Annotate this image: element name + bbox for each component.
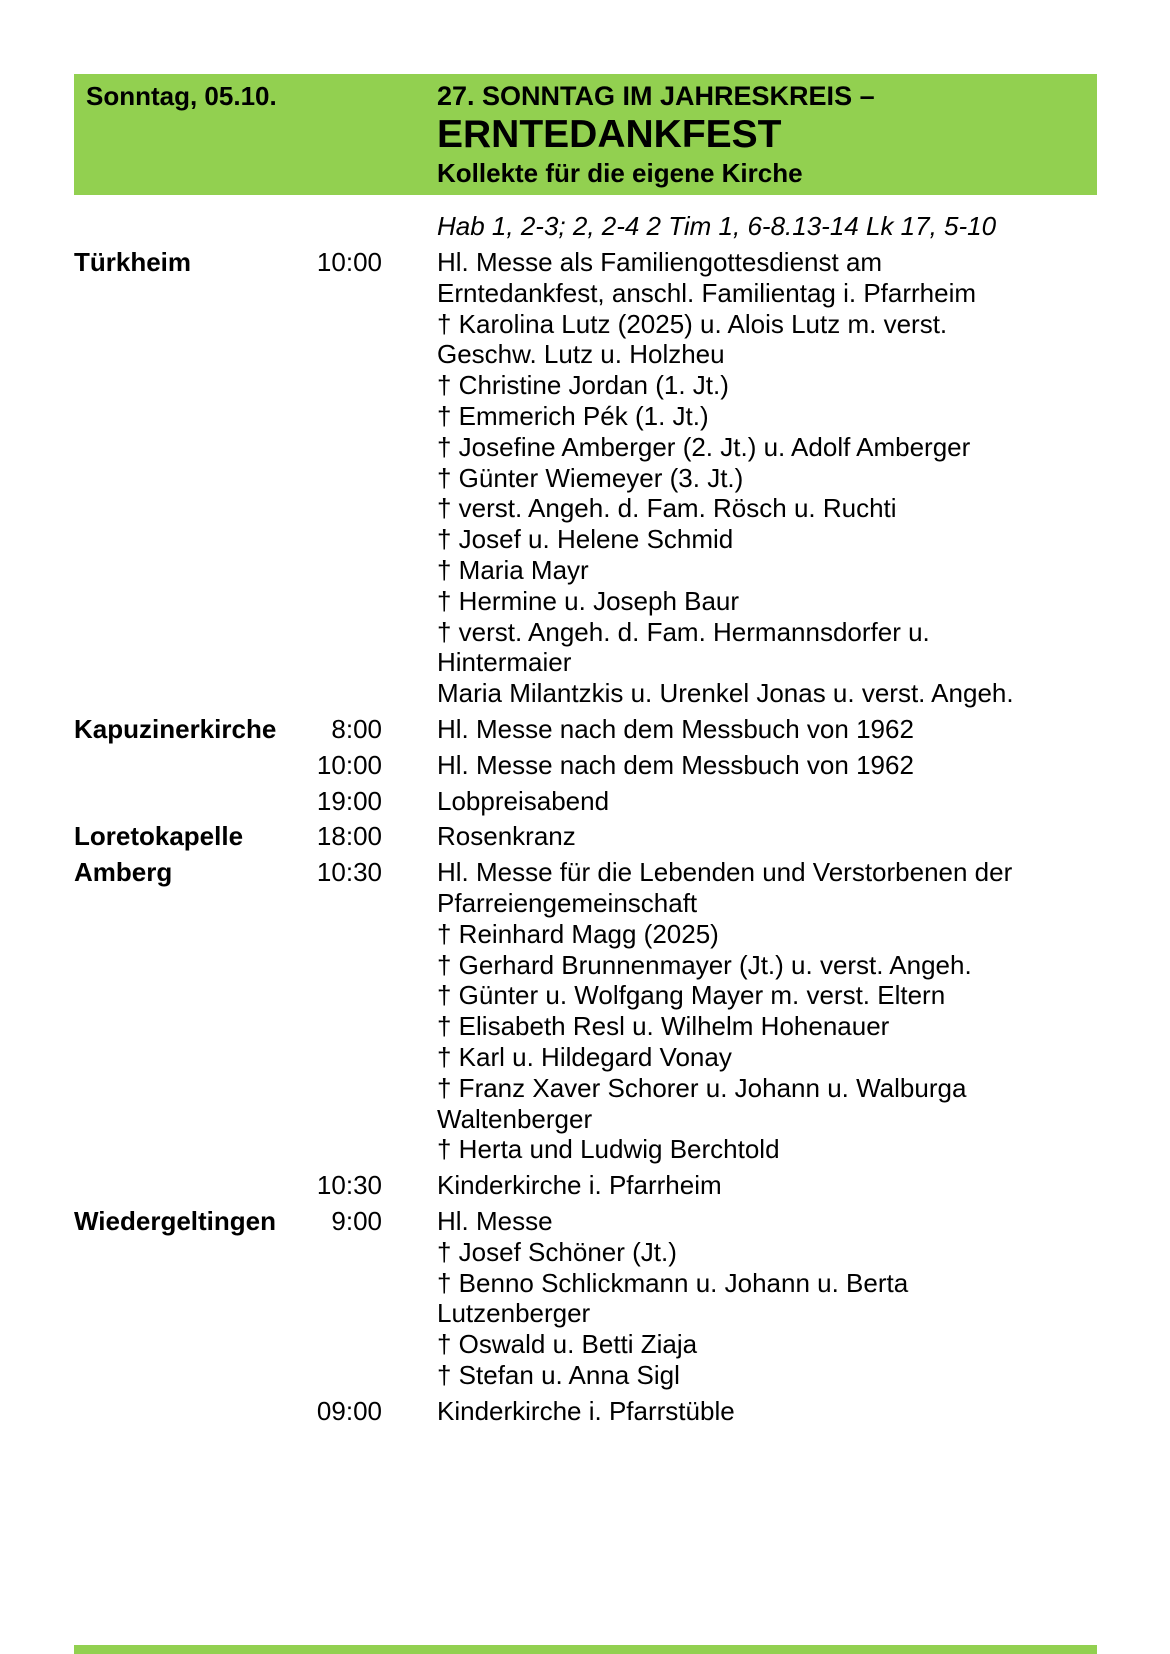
mass-schedule — [74, 247, 1110, 1431]
intention-line: † Emmerich Pék (1. Jt.) — [437, 400, 709, 431]
next-day-header-edge — [74, 1645, 1097, 1654]
location-label: Wiedergeltingen — [74, 1205, 277, 1236]
location-label: Kapuzinerkirche — [74, 713, 277, 744]
intention-line: † Christine Jordan (1. Jt.) — [437, 370, 729, 401]
location-label: Amberg — [74, 857, 173, 888]
time-label: 19:00 — [316, 785, 382, 816]
intention-line: † Oswald u. Betti Ziaja — [437, 1329, 698, 1360]
sunday-title: 27. SONNTAG IM JAHRESKREIS – — [437, 81, 875, 111]
intention-line: † Gerhard Brunnenmayer (Jt.) u. verst. Angeh. — [437, 949, 972, 980]
service-line: Hl. Messe — [437, 1205, 553, 1236]
time-label: 10:30 — [316, 1170, 382, 1201]
location-label: Loretokapelle — [74, 821, 244, 852]
intention-line: † Josef Schöner (Jt.) — [437, 1236, 677, 1267]
schedule-row — [74, 750, 1110, 781]
intention-line: † Elisabeth Resl u. Wilhelm Hohenauer — [437, 1011, 890, 1042]
time-label: 18:00 — [316, 821, 382, 852]
day-header — [74, 74, 1097, 195]
intention-line: † Josefine Amberger (2. Jt.) u. Adolf Amberger — [437, 431, 971, 462]
service-line: Waltenberger — [437, 1103, 593, 1134]
schedule-row — [74, 857, 1110, 1165]
feast-title: ERNTEDANKFEST — [437, 113, 782, 156]
intention-line: † Herta und Ludwig Berchtold — [437, 1134, 780, 1165]
time-label: 09:00 — [316, 1395, 382, 1426]
service-line: Hl. Messe als Familiengottesdienst am — [437, 247, 883, 277]
service-line: Lobpreisabend — [437, 785, 610, 816]
collection-note: Kollekte für die eigene Kirche — [437, 158, 803, 188]
service-line: Hintermaier — [437, 647, 572, 678]
intention-line: † Hermine u. Joseph Baur — [437, 585, 740, 616]
service-line: Pfarreiengemeinschaft — [437, 887, 698, 918]
intention-line: † Karl u. Hildegard Vonay — [437, 1041, 732, 1072]
service-line: Lutzenberger — [437, 1298, 591, 1329]
intention-line: † verst. Angeh. d. Fam. Rösch u. Ruchti — [437, 493, 897, 524]
service-description — [437, 247, 1110, 709]
service-line: Geschw. Lutz u. Holzheu — [437, 339, 725, 370]
service-description — [437, 857, 1110, 1165]
day-title-block — [437, 81, 1097, 189]
intention-line: † Josef u. Helene Schmid — [437, 524, 734, 555]
time-label: 10:00 — [316, 749, 382, 780]
service-line: Kinderkirche i. Pfarrheim — [437, 1170, 722, 1201]
time-label: 8:00 — [331, 713, 382, 744]
schedule-row — [74, 714, 1110, 745]
service-description — [437, 821, 1110, 852]
schedule-row — [74, 821, 1110, 852]
service-line: Hl. Messe für die Lebenden und Verstorbenen der — [437, 857, 1013, 888]
service-line: Erntedankfest, anschl. Familientag i. Pfarrheim — [437, 277, 977, 308]
service-description — [437, 750, 1110, 781]
intention-line: † Günter Wiemeyer (3. Jt.) — [437, 462, 744, 493]
service-line: Hl. Messe nach dem Messbuch von 1962 — [437, 713, 914, 744]
time-label: 10:30 — [316, 857, 382, 888]
schedule-row — [74, 247, 1110, 709]
intention-line: † verst. Angeh. d. Fam. Hermannsdorfer u. — [437, 616, 930, 647]
service-line: Maria Milantzkis u. Urenkel Jonas u. verst. Angeh. — [437, 678, 1014, 709]
service-line: Hl. Messe nach dem Messbuch von 1962 — [437, 749, 914, 780]
service-description — [437, 786, 1110, 817]
intention-line: † Stefan u. Anna Sigl — [437, 1359, 680, 1390]
day-date-label: Sonntag, 05.10. — [86, 81, 277, 111]
intention-line: † Reinhard Magg (2025) — [437, 918, 719, 949]
schedule-row — [74, 786, 1110, 817]
service-description — [437, 1206, 1110, 1391]
scripture-readings: Hab 1, 2-3; 2, 2-4 2 Tim 1, 6-8.13-14 Lk 17, 5-10 — [437, 211, 997, 241]
schedule-row — [74, 1170, 1110, 1201]
service-description — [437, 1396, 1110, 1427]
service-description — [437, 1170, 1110, 1201]
service-line: Rosenkranz — [437, 821, 576, 852]
intention-line: † Karolina Lutz (2025) u. Alois Lutz m. verst. — [437, 308, 948, 339]
intention-line: † Maria Mayr — [437, 554, 589, 585]
schedule-row — [74, 1206, 1110, 1391]
time-label: 9:00 — [331, 1205, 382, 1236]
service-description — [437, 714, 1110, 745]
time-label: 10:00 — [316, 247, 382, 277]
location-label: Türkheim — [74, 247, 192, 277]
intention-line: † Franz Xaver Schorer u. Johann u. Walburga — [437, 1072, 967, 1103]
intention-line: † Günter u. Wolfgang Mayer m. verst. Eltern — [437, 980, 946, 1011]
schedule-row — [74, 1396, 1110, 1427]
service-line: Kinderkirche i. Pfarrstüble — [437, 1395, 735, 1426]
intention-line: † Benno Schlickmann u. Johann u. Berta — [437, 1267, 909, 1298]
